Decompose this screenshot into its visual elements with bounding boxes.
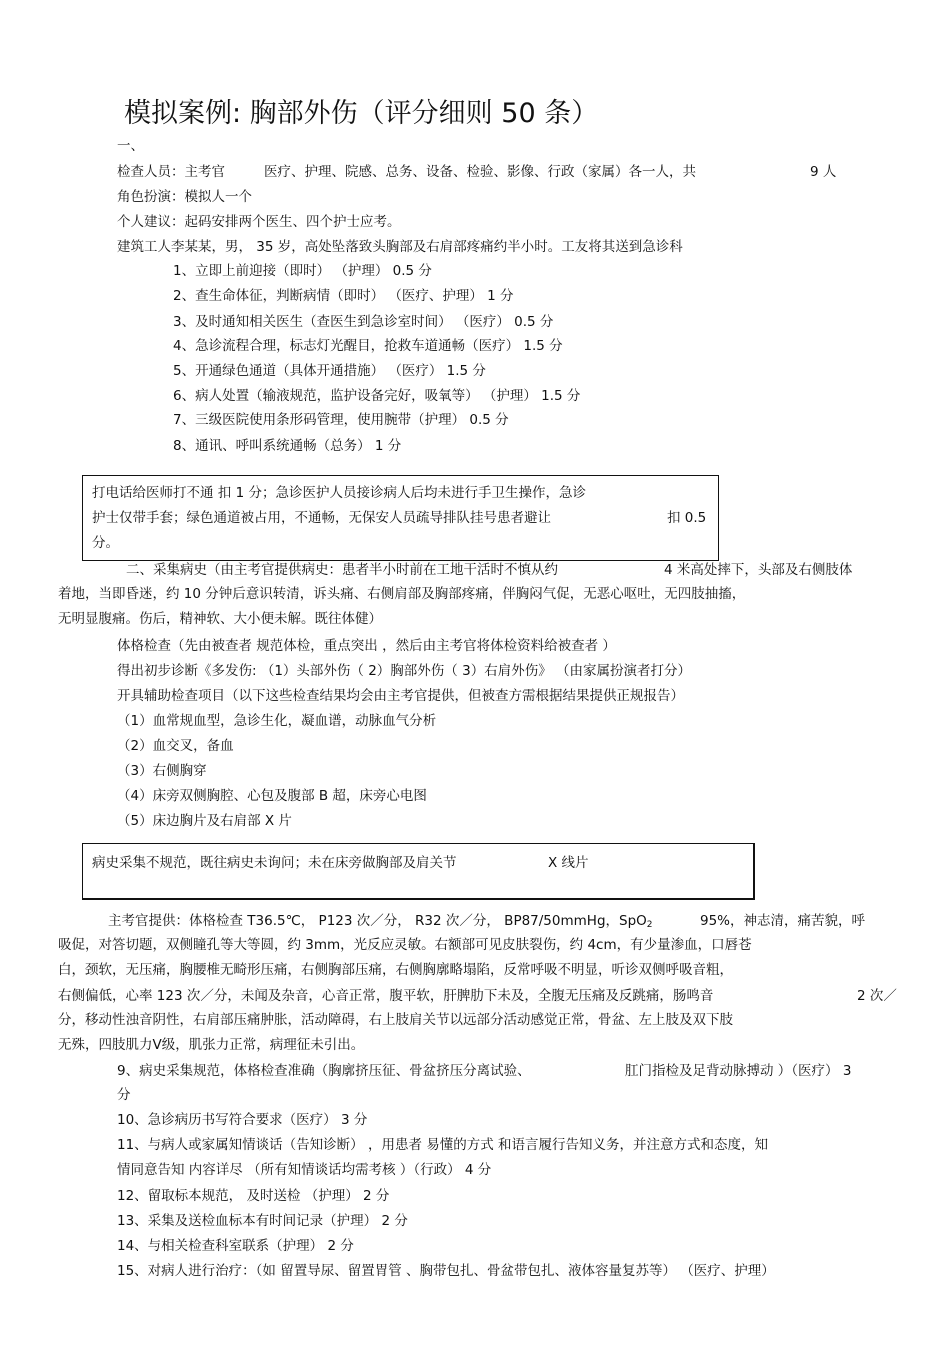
- exam-results-text: 分，移动性浊音阴性，右肩部压痛肿胀，活动障碍，右上肢肩关节以远部分活动感觉正常，骨盆、左上肢及双下肢: [58, 1012, 733, 1028]
- spo2-subscript: 2: [646, 920, 653, 930]
- history-text: 二、采集病史（由主考官提供病史：患者半小时前在工地干活时不慎从约: [126, 562, 558, 578]
- examiners-label: 检查人员：主考官: [117, 164, 225, 180]
- exam-results-text: 右侧偏低，心率 123 次／分，未闻及杂音，心音正常，腹平软，肝脾肋下未及，全腹无压痛及反跳痛，肠鸣音: [58, 988, 714, 1004]
- exam-results-text: 吸促，对答切题，双侧瞳孔等大等圆，约 3mm，光反应灵敏。右额部可见皮肤裂伤，约 4cm，有少量渗血，口唇苍: [58, 937, 752, 953]
- exam-results-text: 2 次／: [857, 988, 897, 1004]
- list-item: 14、与相关检查科室联系（护理） 2 分: [117, 1238, 354, 1254]
- deduction-line: X 线片: [548, 855, 589, 871]
- list-item: 1、立即上前迎接（即时） （护理） 0.5 分: [173, 263, 432, 279]
- history-text: 无明显腹痛。伤后，精神软、大小便未解。既往体健）: [58, 611, 382, 627]
- examiners-list: 医疗、护理、院感、总务、设备、检验、影像、行政（家属）各一人，共: [264, 164, 696, 180]
- deduction-line: 护士仅带手套；绿色通道被占用，不通畅，无保安人员疏导排队挂号患者避让: [92, 510, 551, 526]
- history-text: 着地，当即昏迷，约 10 分钟后意识转清，诉头痛、右侧肩部及胸部疼痛，伴胸闷气促，无恶心呕吐，无四肢抽搐，: [58, 586, 746, 602]
- list-item: 7、三级医院使用条形码管理，使用腕带（护理） 0.5 分: [173, 412, 509, 428]
- list-item: 2、查生命体征，判断病情（即时） （医疗、护理） 1 分: [173, 288, 514, 304]
- list-item: 情同意告知 内容详尽 （所有知情谈话均需考核 ）（行政） 4 分: [117, 1162, 492, 1178]
- role-play: 角色扮演：模拟人一个: [117, 189, 252, 205]
- list-item: 分: [117, 1087, 131, 1103]
- list-item: 肛门指检及足背动脉搏动 ）（医疗） 3: [625, 1063, 852, 1079]
- list-item: （5）床边胸片及右肩部 X 片: [117, 813, 292, 829]
- physical-exam-text: 体格检查（先由被查者 规范体检，重点突出 ，然后由主考官将体检资料给被查者 ）: [117, 638, 616, 654]
- document-title: 模拟案例: 胸部外伤（评分细则 50 条）: [124, 98, 599, 129]
- exam-results-text: 白，颈软，无压痛，胸腰椎无畸形压痛，右侧胸部压痛，右侧胸廓略塌陷，反常呼吸不明显，听诊双侧呼吸音粗，: [58, 962, 733, 978]
- exam-results: [108, 911, 653, 935]
- list-item: （2）血交叉，备血: [117, 738, 234, 754]
- exam-results-text: 无殊，四肢肌力Ⅴ级，肌张力正常，病理征未引出。: [58, 1037, 365, 1053]
- list-item: （1）血常规血型，急诊生化，凝血谱，动脉血气分析: [117, 713, 437, 729]
- list-item: 5、开通绿色通道（具体开通措施） （医疗） 1.5 分: [173, 363, 486, 379]
- exam-results-text: 主考官提供：体格检查 T36.5℃， P123 次／分， R32 次／分， BP87/50mmHg，SpO: [108, 913, 647, 929]
- deduction-line: 打电话给医师打不通 扣 1 分；急诊医护人员接诊病人后均未进行手卫生操作，急诊: [92, 485, 586, 501]
- history-text: 4 米高处摔下，头部及右侧肢体: [664, 562, 853, 578]
- list-item: 10、急诊病历书写符合要求（医疗） 3 分: [117, 1112, 368, 1128]
- list-item: 11、与病人或家属知情谈话（告知诊断） ，用患者 易懂的方式 和语言履行告知义务，并注意方式和态度，知: [117, 1137, 769, 1153]
- list-item: 8、通讯、呼叫系统通畅（总务） 1 分: [173, 438, 402, 454]
- list-item: 15、对病人进行治疗：（如 留置导尿、留置胃管 、胸带包扎、骨盆带包扎、液体容量复苏等） （医疗、护理）: [117, 1263, 775, 1279]
- list-item: 4、急诊流程合理，标志灯光醒目，抢救车道通畅（医疗） 1.5 分: [173, 338, 563, 354]
- list-item: 9、病史采集规范，体格检查准确（胸廓挤压征、骨盆挤压分离试验、: [117, 1063, 531, 1079]
- exam-results-text: 95%，神志清，痛苦貌，呼: [700, 913, 866, 929]
- deduction-line: 扣 0.5: [667, 510, 707, 526]
- list-item: 13、采集及送检血标本有时间记录（护理） 2 分: [117, 1213, 408, 1229]
- diagnosis-text: 得出初步诊断《多发伤: （1）头部外伤（ 2）胸部外伤（ 3）右肩外伤》 （由家属扮演者打分）: [117, 663, 691, 679]
- section-one-heading: 一、: [117, 138, 144, 154]
- list-item: （3）右侧胸穿: [117, 763, 207, 779]
- deduction-line: 分。: [92, 535, 119, 551]
- list-item: （4）床旁双侧胸腔、心包及腹部 B 超，床旁心电图: [117, 788, 427, 804]
- list-item: 3、及时通知相关医生（查医生到急诊室时间） （医疗） 0.5 分: [173, 314, 554, 330]
- list-item: 12、留取标本规范， 及时送检 （护理） 2 分: [117, 1188, 390, 1204]
- aux-exam-intro: 开具辅助检查项目（以下这些检查结果均会由主考官提供，但被查方需根据结果提供正规报告）: [117, 688, 684, 704]
- deduction-line: 病史采集不规范，既往病史未询问；未在床旁做胸部及肩关节: [92, 855, 457, 871]
- examiners-count: 9 人: [810, 164, 837, 180]
- personal-suggestion: 个人建议：起码安排两个医生、四个护士应考。: [117, 214, 401, 230]
- list-item: 6、病人处置（输液规范，监护设备完好，吸氧等） （护理） 1.5 分: [173, 388, 581, 404]
- case-intro: 建筑工人李某某，男， 35 岁，高处坠落致头胸部及右肩部疼痛约半小时。工友将其送到急诊科: [117, 239, 683, 255]
